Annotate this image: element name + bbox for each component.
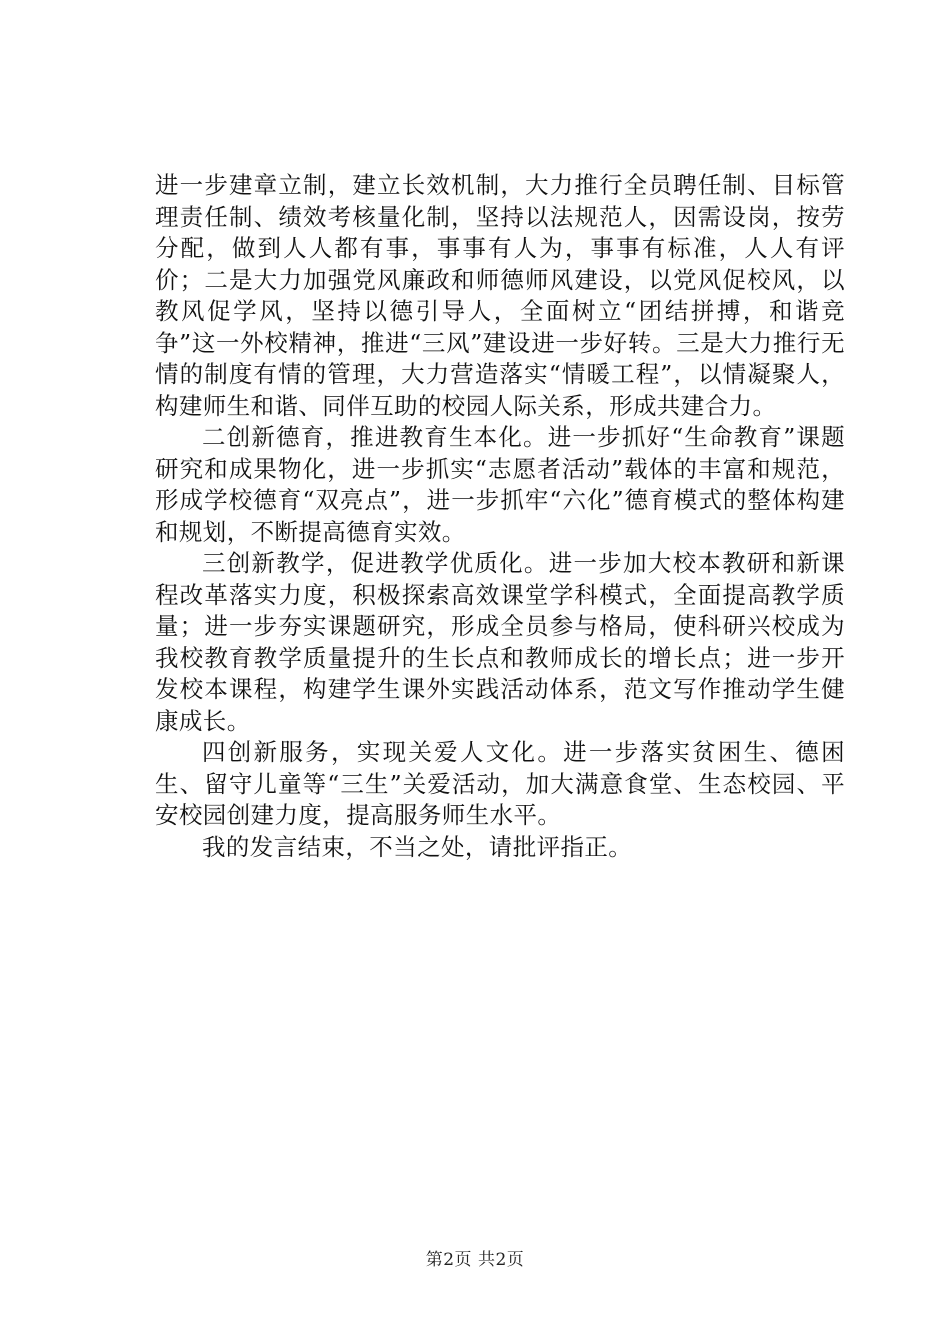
document-body [155,170,845,863]
page-footer: 第2页 共2页 [425,1250,525,1270]
paragraph-continuation: 进一步建章立制，建立长效机制，大力推行全员聘任制、目标管理责任制、绩效考核量化制，坚持以法规范人，因需设岗，按劳分配，做到人人都有事，事事有人为，事事有标准，人人有评价；二是大力加强党风廉政和师德师风建设，以党风促校风，以教风促学风，坚持以德引导人，全面树立“团结拼搏，和谐竞争”这一外校精神，推进“三风”建设进一步好转。三是大力推行无情的制度有情的管理，大力营造落实“情暖工程”，以情凝聚人，构建师生和谐、同伴互助的校园人际关系，形成共建合力。 [155,171,845,420]
paragraph-closing: 我的发言结束，不当之处，请批评指正。 [202,832,633,861]
paragraph-teaching: 三创新教学，促进教学优质化。进一步加大校本教研和新课程改革落实力度，积极探索高效课堂学科模式，全面提高教学质量；进一步夯实课题研究，形成全员参与格局，使科研兴校成为我校教育教学质量提升的生长点和教师成长的增长点；进一步开发校本课程，构建学生课外实践活动体系，范文写作推动学生健康成长。 [155,549,845,735]
paragraph-moral-education: 二创新德育，推进教育生本化。进一步抓好“生命教育”课题研究和成果物化，进一步抓实“志愿者活动”载体的丰富和规范，形成学校德育“双亮点”，进一步抓牢“六化”德育模式的整体构建和规划，不断提高德育实效。 [155,423,845,546]
paragraph-service: 四创新服务，实现关爱人文化。进一步落实贫困生、德困生、留守儿童等“三生”关爱活动，加大满意食堂、生态校园、平安校园创建力度，提高服务师生水平。 [155,738,845,829]
